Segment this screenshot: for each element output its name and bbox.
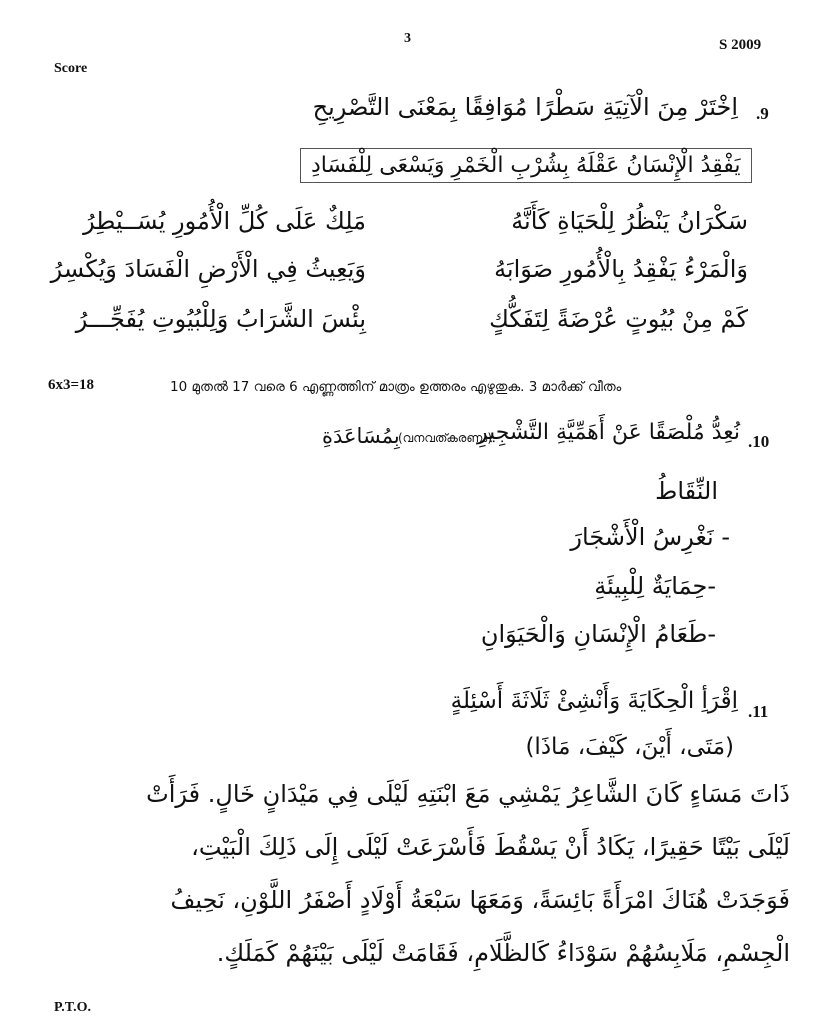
score-label: Score: [54, 61, 88, 76]
question-10-number: .10: [748, 432, 770, 451]
point-item-3: -طَعَامُ الْإِنْسَانِ وَالْحَيَوَانِ: [480, 620, 716, 648]
question-11-title: اِقْرَأِ الْحِكَايَةَ وَأَنْشِئْ ثَلَاثَةَ أَسْئِلَةٍ: [450, 688, 738, 714]
exam-code: S 2009: [719, 37, 762, 53]
page-number: 3: [404, 31, 411, 46]
question-9-number: .9: [756, 104, 769, 123]
section-marks: 6x3=18: [48, 377, 95, 393]
story-line-4: الْجِسْمِ، مَلَابِسُهُمْ سَوْدَاءُ كَالظَّلَامِ، فَقَامَتْ لَيْلَى بَيْنَهُمْ كَمَلَكٍ.: [216, 939, 790, 967]
pto-label: P.T.O.: [54, 1000, 91, 1015]
question-9-title: اِخْتَرْ مِنَ الْآتِيَةِ سَطْرًا مُوَافِقًا بِمَعْنَى التَّصْرِيحِ: [312, 93, 738, 121]
verse-1-right: سَكْرَانُ يَنْظُرُ لِلْحَيَاةِ كَأَنَّهُ: [511, 207, 748, 235]
story-line-1: ذَاتَ مَسَاءٍ كَانَ الشَّاعِرُ يَمْشِي مَعَ ابْنَتِهِ لَيْلَى فِي مَيْدَانٍ خَالٍ. فَرَأَتْ: [146, 780, 790, 808]
point-item-2: -حِمَايَةٌ لِلْبِيئَةِ: [594, 572, 716, 600]
points-title: النِّقَاطُ: [655, 477, 718, 505]
point-item-1: - نَغْرِسُ الْأَشْجَارَ: [570, 523, 730, 551]
question-9-boxed-statement: يَفْقِدُ الْإِنْسَانُ عَقْلَهُ بِشُرْبِ الْخَمْرِ وَيَسْعَى لِلْفَسَادِ: [300, 148, 752, 183]
story-line-3: فَوَجَدَتْ هُنَاكَ امْرَأَةً بَائِسَةً، وَمَعَهَا سَبْعَةُ أَوْلَادٍ أَصْفَرُ اللَّوْنِ، نَحِيفُ: [170, 886, 790, 914]
question-11-number: .11: [748, 702, 769, 721]
verse-2-right: وَالْمَرْءُ يَفْقِدُ بِالْأُمُورِ صَوَابَهُ: [494, 255, 748, 283]
verse-1-left: مَلِكٌ عَلَى كُلِّ الْأُمُورِ يُسَــيْطِرُ: [83, 207, 366, 235]
question-10-text-start: نُعِدُّ مُلْصَقًا عَنْ أَهَمِّيَّةِ التَّشْجِيرِ: [476, 420, 740, 445]
question-10-text-end: بِمُسَاعَدَةِ: [322, 424, 400, 448]
question-10-malayalam-term: (വനവത്കരണം): [398, 431, 492, 445]
story-line-2: لَيْلَى بَيْتًا حَقِيرًا، يَكَادُ أَنْ يَسْقُطَ فَأَسْرَعَتْ لَيْلَى إِلَى ذَلِكَ الْبَيْتِ،: [191, 833, 790, 861]
question-11-hint: (مَتَى، أَيْنَ، كَيْفَ، مَاذَا): [525, 734, 734, 760]
section-instruction: 10 മുതൽ 17 വരെ 6 എണ്ണത്തിന് മാത്രം ഉത്തരം എഴുതുക. 3 മാർക്ക് വീതം: [170, 379, 622, 395]
verse-3-right: كَمْ مِنْ بُيُوتٍ عُرْضَةً لِتَفَكُّكٍ: [489, 305, 748, 333]
verse-3-left: بِئْسَ الشَّرَابُ وَلِلْبُيُوتِ يُفَجِّـــرُ: [75, 305, 366, 333]
verse-2-left: وَيَعِيثُ فِي الْأَرْضِ الْفَسَادَ وَيُكْسِرُ: [50, 255, 366, 283]
